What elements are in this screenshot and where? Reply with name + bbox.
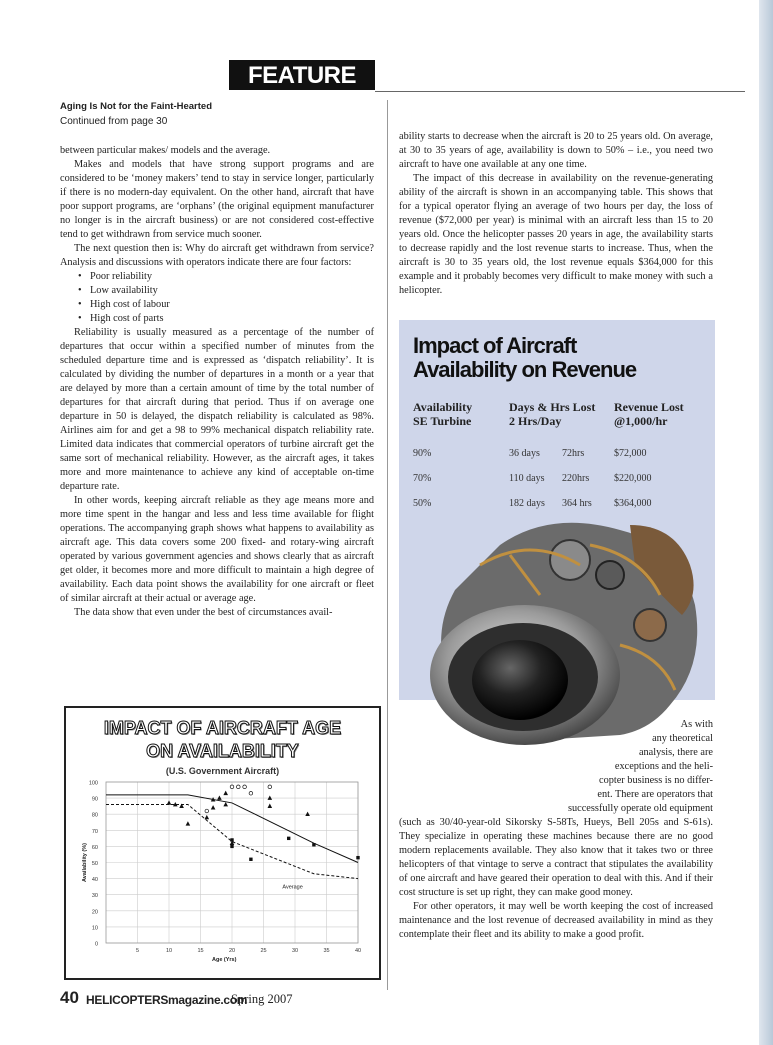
paragraph: In other words, keeping aircraft reliable as they age means more and more time spent in the hangar and less and less time available for flight operations. The accompanying graph shows what happens to availability as aircraft age. This data covers some 200 fixed- and rotary-wing aircraft operated by various government agencies and shows clearly that as aircraft get older, it becomes more and more difficult to maintain a high degree of availability. Each data point shows the availability for one aircraft or fleet of similar aircraft at their actual or average age. [60, 495, 374, 604]
table-cell: 72hrs [562, 448, 585, 459]
paragraph: The data show that even under the best of circumstances avail- [74, 607, 333, 618]
paragraph: The next question then is: Why do aircraft get withdrawn from service? Analysis and discussions with operators indicate there are four factors: [60, 243, 374, 268]
data-point [237, 785, 241, 789]
y-tick-label: 40 [91, 877, 98, 884]
data-point [230, 838, 233, 841]
data-point [223, 802, 228, 806]
paragraph: ability starts to decrease when the aircraft is 20 to 25 years old. On average, at 30 to 35 years of age, availability is down to 50% – i.e., you need two aircraft to have one available at any one time. [399, 131, 713, 170]
x-tick-label: 15 [197, 948, 204, 954]
chart-plot [66, 778, 379, 974]
availability-chart [64, 706, 381, 980]
table-cell: 50% [413, 498, 432, 509]
article-kicker: Aging Is Not for the Faint-Hearted [60, 101, 212, 112]
y-tick-label: 30 [91, 893, 98, 900]
header-rule [375, 91, 745, 92]
column-header: Revenue Lost @1,000/hr [614, 400, 684, 428]
x-tick-label: 25 [260, 948, 267, 954]
table-cell: 364 hrs [562, 498, 592, 509]
y-tick-label: 80 [91, 812, 98, 819]
table-cell: 90% [413, 448, 432, 459]
left-column [60, 144, 374, 620]
column-header: Availability SE Turbine [413, 400, 473, 428]
list-item: • Low availability [90, 284, 374, 298]
data-point [249, 858, 252, 861]
y-tick-label: 70 [91, 828, 98, 835]
paragraph: (such as 30/40-year-old Sikorsky S-58Ts, Hueys, Bell 205s and S-61s). They specialize in operating these machines because there are no good modern replacements available. They also know that it takes two or three helicopters of that vintage to serve a contract that stipulates the availability of one aircraft and have geared their operation to deal with this. And if their cost structure is set up right, they can make good money. [399, 817, 713, 898]
x-tick-label: 35 [323, 948, 330, 954]
page-number: 40 [60, 988, 79, 1007]
y-tick-label: 100 [88, 780, 98, 787]
x-tick-label: 10 [165, 948, 173, 954]
y-tick-label: 10 [91, 925, 98, 932]
data-point [268, 785, 272, 789]
list-item: • High cost of parts [90, 312, 374, 326]
table-cell: 220hrs [562, 473, 590, 484]
magazine-site: HELICOPTERSmagazine.com [86, 993, 248, 1007]
data-point [186, 821, 191, 825]
table-cell: $72,000 [614, 448, 647, 459]
table-cell: 36 days [509, 448, 540, 459]
section-banner: FEATURE [229, 60, 375, 90]
x-tick-label: 5 [135, 948, 140, 954]
table-cell: $364,000 [614, 498, 652, 509]
y-tick-label: 60 [91, 844, 98, 851]
issue-date: Spring 2007 [231, 992, 293, 1006]
y-axis-label: Availability (%) [82, 843, 88, 882]
list-item: • High cost of labour [90, 298, 374, 312]
data-point [243, 785, 247, 789]
data-point [230, 845, 233, 848]
data-point [230, 785, 234, 789]
data-point [305, 812, 310, 816]
table-cell: 110 days [509, 473, 545, 484]
chart-subtitle: (U.S. Government Aircraft) [165, 766, 280, 776]
table-cell: 70% [413, 473, 432, 484]
y-tick-label: 50 [91, 861, 98, 867]
y-tick-label: 90 [91, 796, 98, 803]
list-item: • Poor reliability [90, 270, 374, 284]
table-cell: 182 days [509, 498, 545, 509]
data-point [268, 804, 273, 808]
chart-title: IMPACT OF AIRCRAFT AGE [103, 718, 342, 738]
paragraph: For other operators, it may well be worth keeping the cost of increased maintenance and the lost revenue of decreased availability in mind as they contemplate their fleet and its ability to make a good profit. [399, 901, 713, 940]
chart-title: ON AVAILABILITY [146, 741, 299, 761]
data-point [223, 791, 228, 795]
paragraph: between particular makes/ models and the average. [60, 145, 271, 156]
right-column [399, 130, 713, 298]
paragraph: Makes and models that have strong support programs and are considered to be ‘money makers’ tend to stay in service longer, particularly if there is no modern-day equivalent. On the other hand, aircraft that have poor support programs, are ‘orphans’ (the original equipment manufacturer no longer is in the aircraft business) or are not considered cost-effective tend to get withdrawn from service much sooner. [60, 159, 374, 240]
data-point [205, 809, 209, 813]
x-axis-label: Age (Yrs) [212, 957, 237, 963]
x-tick-label: 20 [228, 948, 236, 954]
paragraph: The impact of this decrease in availability on the revenue-generating ability of the aircraft is shown in an accompanying table. This shows that for a typical operator flying an average of two hours per day, the loss of revenue ($72,000 per year) is minimal with an aircraft less than 15 to 20 years old. Once the helicopter passes 20 years in age, the availability starts to decrease rapidly and the lost revenue starts to increase. Thus, when the aircraft is 30 to 35 years old, the lost revenue equals $364,000 for this example and it probably becomes very difficult to make money with such a helicopter. [399, 173, 713, 296]
data-point [211, 805, 216, 809]
y-tick-label: 20 [91, 909, 98, 916]
data-point [287, 837, 290, 840]
column-divider [387, 100, 388, 990]
column-header: Days & Hrs Lost 2 Hrs/Day [509, 400, 596, 428]
y-tick-label: 0 [94, 941, 98, 948]
x-tick-label: 40 [354, 948, 362, 954]
data-point [205, 815, 210, 819]
average-annotation: Average [282, 884, 303, 891]
data-point [249, 791, 253, 795]
data-point [217, 796, 222, 800]
data-point [356, 856, 359, 859]
bottom-text [399, 816, 713, 942]
turbine-engine-photo [420, 505, 720, 745]
data-point [167, 800, 172, 804]
x-tick-label: 30 [291, 948, 299, 954]
data-point [312, 843, 315, 846]
data-point [268, 796, 273, 800]
factor-list [60, 270, 374, 326]
paragraph: Reliability is usually measured as a percentage of the number of departures that occur within a specified number of minutes from the scheduled departure time and is expressed as ‘dispatch reliability’. It is calculated by dividing the number of departures in a month or a year that are delayed by more than a certain amount of time by the total number of departures for that aircraft during that period. Thus if on average one departure in 50 is delayed, the dispatch reliability is calculated as 98%. Airlines aim for and get a 98 to 99% mechanical dispatch reliability rate. Limited data indicates that commercial operators of turbine aircraft get the same sort of mechanical reliability. However, as the aircraft ages, it takes more and more maintenance to achieve any kind of acceptable on-time departure rate. [60, 327, 374, 492]
table-title: Impact of Aircraft Availability on Revenue [413, 333, 637, 382]
table-cell: $220,000 [614, 473, 652, 484]
continued-line: Continued from page 30 [60, 116, 168, 127]
page-edge-strip [759, 0, 773, 1045]
